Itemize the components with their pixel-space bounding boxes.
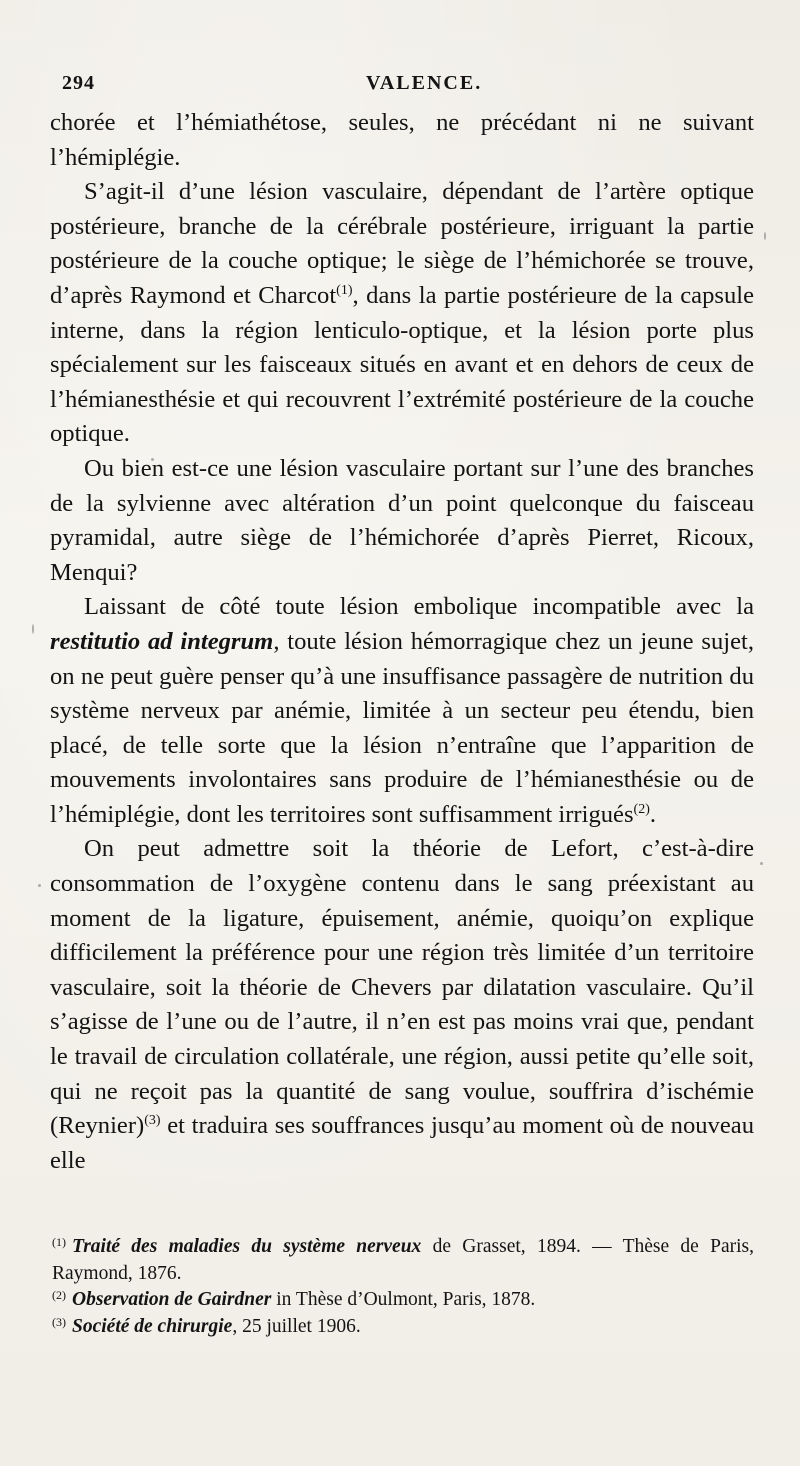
paper-speck <box>38 884 41 887</box>
paragraph-text: , dans la partie postérieure de la capsule interne, dans la région lenticulo-optique, et la lésion porte plus spécialement sur les faisceaux situés en avant et en dehors de ceux de l’hémianesthésie et qui recouvrent l’extrémité postérieure de la couche optique. <box>50 281 754 448</box>
paragraph-text: , toute lésion hémorragique chez un jeune sujet, on ne peut guère penser qu’à une insuffisance passagère de nutrition du système nerveux par anémie, limitée à un secteur peu étendu, bien placé, de telle sorte que la lésion n’entraîne que l’apparition de mouvements involontaires sans produire de l’hémianesthésie ou de l’hémiplégie, dont les territoires sont suffisamment irrigués <box>50 627 754 828</box>
paragraph <box>50 452 754 590</box>
page-header <box>56 66 756 100</box>
body-text <box>50 106 754 1178</box>
running-title: VALENCE. <box>366 72 483 94</box>
footnote-title: Société de chirurgie <box>72 1315 233 1337</box>
footnote-title: Traité des maladies du système nerveux <box>72 1236 422 1257</box>
page-number: 294 <box>62 72 95 94</box>
paragraph-text: Ou bien est-ce une lésion vasculaire portant sur l’une des branches de la sylvienne avec altération d’un point quelconque du faisceau pyramidal, autre siège de l’hémichorée d’après Pierret, Ricoux, Menqui? <box>50 454 754 586</box>
footnote-text: , 25 juillet 1906. <box>232 1315 361 1337</box>
footnote <box>52 1287 754 1314</box>
footnote-ref: (2) <box>633 801 650 817</box>
footnote-mark: (1) <box>52 1235 66 1249</box>
paragraph-text: et traduira ses souffrances jusqu’au moment où de nouveau elle <box>50 1112 754 1174</box>
footnote-mark: (2) <box>52 1288 66 1302</box>
paragraph-continuation <box>50 106 754 175</box>
footnote-ref: (1) <box>336 282 353 298</box>
footnote <box>52 1314 754 1341</box>
paragraph <box>50 590 754 832</box>
paper-speck <box>764 232 766 240</box>
paragraph <box>50 175 754 452</box>
paragraph-text: chorée et l’hémiathétose, seules, ne précédant ni ne suivant l’hémiplégie. <box>50 109 754 171</box>
footnote-text: de Grasset, 1894. — Thèse de Paris, Raymond, 1876. <box>52 1236 755 1284</box>
footnote-title: Observation de Gairdner <box>72 1289 272 1310</box>
paper-speck <box>32 624 34 634</box>
paragraph-text: Laissant de côté toute lésion embolique incompatible avec la <box>84 593 754 621</box>
paragraph-text: S’agit-il d’une lésion vasculaire, dépendant de l’artère optique postérieure, branche de la cérébrale postérieure, irriguant la partie postérieure de la couche optique; le siège de l’hémichorée se trouve, d’après Raymond et Charcot <box>50 178 754 309</box>
footnote-mark: (3) <box>52 1314 66 1329</box>
footnote <box>52 1234 754 1287</box>
paragraph <box>50 832 754 1178</box>
footnote-ref: (3) <box>144 1113 161 1129</box>
latin-phrase: restitutio ad integrum <box>50 627 274 655</box>
footnotes <box>52 1234 754 1340</box>
paragraph-text: On peut admettre soit la théorie de Lefort, c’est-à-dire consommation de l’oxygène contenu dans le sang préexistant au moment de la ligature, épuisement, anémie, quoiqu’on explique difficilement la préférence pour une région très limitée d’un territoire vasculaire, soit la théorie de Chevers par dilatation vasculaire. Qu’il s’agisse de l’une ou de l’autre, il n’en est pas moins vrai que, pendant le travail de circulation collatérale, une région, aussi petite qu’elle soit, qui ne reçoit pas la quantité de sang voulue, souffrira d’ischémie (Reynier) <box>50 835 754 1140</box>
footnote-text: in Thèse d’Oulmont, Paris, 1878. <box>271 1289 536 1310</box>
paper-speck <box>760 862 763 865</box>
paper-speck <box>151 458 154 461</box>
paragraph-text: . <box>649 800 657 828</box>
